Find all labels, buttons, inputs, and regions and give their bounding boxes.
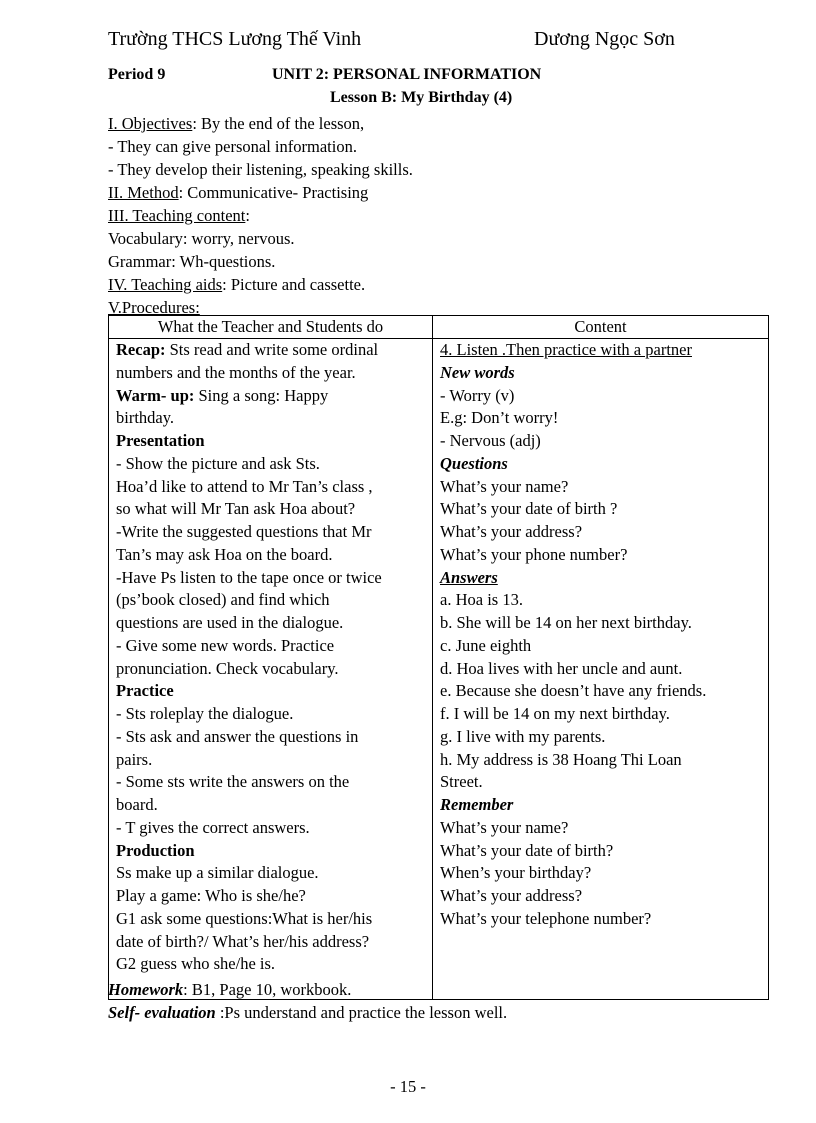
objectives-text: : By the end of the lesson,	[192, 114, 365, 133]
content-line	[433, 498, 768, 521]
line-text: f. I will be 14 on my next birthday.	[440, 704, 670, 723]
homework-label: Homework	[108, 980, 184, 999]
content-line	[433, 385, 768, 408]
line-text: What’s your telephone number?	[440, 908, 652, 928]
section-heading: Recap:	[116, 340, 166, 359]
activity-line	[109, 953, 432, 976]
content-line	[433, 703, 768, 726]
line-text: - Give some new words. Practice	[116, 635, 335, 655]
aids-text: : Picture and cassette.	[222, 275, 366, 294]
aids-label: IV. Teaching aids	[108, 275, 223, 294]
procedures-label: V.Procedures:	[108, 298, 200, 317]
self-evaluation-label: Self- evaluation	[108, 1003, 216, 1022]
line-text: (ps’book closed) and find which	[116, 590, 330, 610]
section-heading: Warm- up:	[116, 385, 195, 405]
line-text: - Sts roleplay the dialogue.	[116, 704, 294, 723]
line-text: - Show the picture and ask Sts.	[116, 453, 320, 473]
activity-line	[109, 498, 432, 521]
content-line	[433, 567, 768, 590]
self-evaluation-line	[108, 1003, 768, 1023]
unit-title: UNIT 2: PERSONAL INFORMATION	[272, 66, 542, 83]
method-label: II. Method	[108, 183, 179, 202]
exercise-title: 4. Listen .Then practice with a partner	[440, 340, 692, 359]
activity-line	[109, 817, 432, 840]
activity-line	[109, 612, 432, 635]
activity-line	[109, 476, 432, 499]
activity-line	[109, 407, 432, 430]
teacher-name: Dương Ngọc Sơn	[534, 28, 675, 50]
table-header-row	[109, 316, 769, 339]
line-text: What’s your date of birth?	[440, 840, 614, 860]
content-line	[433, 771, 768, 794]
activity-line	[109, 862, 432, 885]
content-cell	[433, 339, 769, 1000]
subsection-heading: New words	[440, 362, 515, 382]
line-text: Play a game: Who is she/he?	[116, 886, 306, 905]
objectives-label: I. Objectives	[108, 114, 193, 133]
line-text: Street.	[440, 772, 483, 792]
section-heading: Production	[116, 840, 195, 860]
period-label: Period 9	[108, 66, 166, 83]
line-text: date of birth?/ What’s her/his address?	[116, 931, 370, 951]
content-line	[433, 840, 768, 863]
line-text: - Sts ask and answer the questions in	[116, 726, 359, 746]
activity-line	[109, 703, 432, 726]
content-line	[433, 658, 768, 681]
line-text: -Write the suggested questions that Mr	[116, 522, 372, 541]
vocabulary-line: Vocabulary: worry, nervous.	[108, 229, 295, 248]
aids-line	[108, 273, 768, 296]
activity-line	[109, 840, 432, 863]
line-text: a. Hoa is 13.	[440, 590, 523, 610]
header-activities: What the Teacher and Students do	[109, 316, 433, 339]
line-text: questions are used in the dialogue.	[116, 613, 344, 632]
content-line	[433, 817, 768, 840]
procedures-table	[108, 315, 769, 1000]
content-line	[433, 908, 768, 931]
header-content: Content	[433, 316, 769, 339]
line-text: Tan’s may ask Hoa on the board.	[116, 544, 333, 564]
objective-2: - They develop their listening, speaking skills.	[108, 160, 413, 179]
line-text: What’s your name?	[440, 476, 569, 496]
content-line	[433, 885, 768, 908]
line-text: Hoa’d like to attend to Mr Tan’s class ,	[116, 476, 373, 496]
method-line	[108, 181, 768, 204]
line-text: G1 ask some questions:What is her/his	[116, 908, 373, 928]
content-line	[433, 635, 768, 658]
line-text: c. June eighth	[440, 635, 532, 655]
activity-line	[109, 567, 432, 590]
activity-line	[109, 453, 432, 476]
activity-line	[109, 885, 432, 908]
line-text: e. Because she doesn’t have any friends.	[440, 681, 707, 701]
line-text: so what will Mr Tan ask Hoa about?	[116, 499, 356, 519]
content-line	[433, 339, 768, 362]
content-line	[433, 476, 768, 499]
content-line	[433, 453, 768, 476]
activity-line	[109, 749, 432, 772]
line-text: Ss make up a similar dialogue.	[116, 863, 319, 883]
subsection-heading: Answers	[440, 567, 498, 587]
school-name: Trường THCS Lương Thế Vinh	[108, 28, 362, 50]
activity-line	[109, 635, 432, 658]
activity-line	[109, 658, 432, 681]
grammar-line: Grammar: Wh-questions.	[108, 252, 276, 271]
homework-line	[108, 980, 768, 1000]
content-line	[433, 612, 768, 635]
activity-line	[109, 680, 432, 703]
lesson-title: Lesson B: My Birthday (4)	[330, 89, 513, 106]
content-line	[433, 749, 768, 772]
line-text: pairs.	[116, 749, 153, 769]
content-line	[433, 521, 768, 544]
line-text: - T gives the correct answers.	[116, 817, 310, 837]
line-text: When’s your birthday?	[440, 863, 592, 883]
line-text: - Nervous (adj)	[440, 431, 541, 450]
content-line	[433, 726, 768, 749]
activity-line	[109, 908, 432, 931]
content-line	[433, 589, 768, 612]
line-text: b. She will be 14 on her next birthday.	[440, 613, 692, 632]
line-text: h. My address is 38 Hoang Thi Loan	[440, 749, 682, 769]
intro-section	[108, 112, 768, 319]
line-text: What’s your address?	[440, 522, 583, 541]
activity-line	[109, 931, 432, 954]
page-number: - 15 -	[390, 1077, 426, 1096]
content-label: III. Teaching content	[108, 206, 246, 225]
line-text: What’s your address?	[440, 886, 583, 905]
objectives-line	[108, 112, 768, 135]
line-text: - Some sts write the answers on the	[116, 772, 350, 792]
activity-line	[109, 521, 432, 544]
subsection-heading: Questions	[440, 453, 508, 473]
homework-text: : B1, Page 10, workbook.	[183, 980, 352, 999]
line-text: Sing a song: Happy	[194, 385, 329, 405]
activity-line	[109, 430, 432, 453]
content-line	[108, 204, 768, 227]
line-text: d. Hoa lives with her uncle and aunt.	[440, 658, 683, 678]
content-text: :	[245, 206, 250, 225]
content-line	[433, 430, 768, 453]
objective-1: - They can give personal information.	[108, 137, 357, 156]
activity-line	[109, 385, 432, 408]
section-heading: Presentation	[116, 431, 205, 450]
line-text: numbers and the months of the year.	[116, 362, 356, 382]
content-line	[433, 680, 768, 703]
activity-line	[109, 589, 432, 612]
content-line	[433, 794, 768, 817]
line-text: pronunciation. Check vocabulary.	[116, 658, 339, 678]
line-text: What’s your date of birth ?	[440, 499, 618, 519]
line-text: What’s your name?	[440, 817, 569, 837]
method-text: : Communicative- Practising	[178, 183, 369, 202]
activity-line	[109, 726, 432, 749]
line-text: G2 guess who she/he is.	[116, 954, 276, 974]
line-text: g. I live with my parents.	[440, 726, 606, 746]
activities-cell	[109, 339, 433, 1000]
content-line	[433, 407, 768, 430]
line-text: board.	[116, 795, 158, 814]
content-line	[433, 862, 768, 885]
activity-line	[109, 771, 432, 794]
line-text: Sts read and write some ordinal	[165, 340, 379, 359]
self-evaluation-text: :Ps understand and practice the lesson well.	[215, 1003, 508, 1022]
line-text: What’s your phone number?	[440, 544, 628, 564]
activity-line	[109, 339, 432, 362]
activity-line	[109, 362, 432, 385]
section-heading: Practice	[116, 681, 174, 701]
line-text: -Have Ps listen to the tape once or twice	[116, 567, 382, 587]
line-text: birthday.	[116, 408, 175, 428]
activity-line	[109, 544, 432, 567]
subsection-heading: Remember	[440, 795, 514, 814]
line-text: E.g: Don’t worry!	[440, 408, 559, 428]
content-line	[433, 362, 768, 385]
activity-line	[109, 794, 432, 817]
content-line	[433, 544, 768, 567]
table-body-row	[109, 339, 769, 1000]
line-text: - Worry (v)	[440, 385, 515, 405]
